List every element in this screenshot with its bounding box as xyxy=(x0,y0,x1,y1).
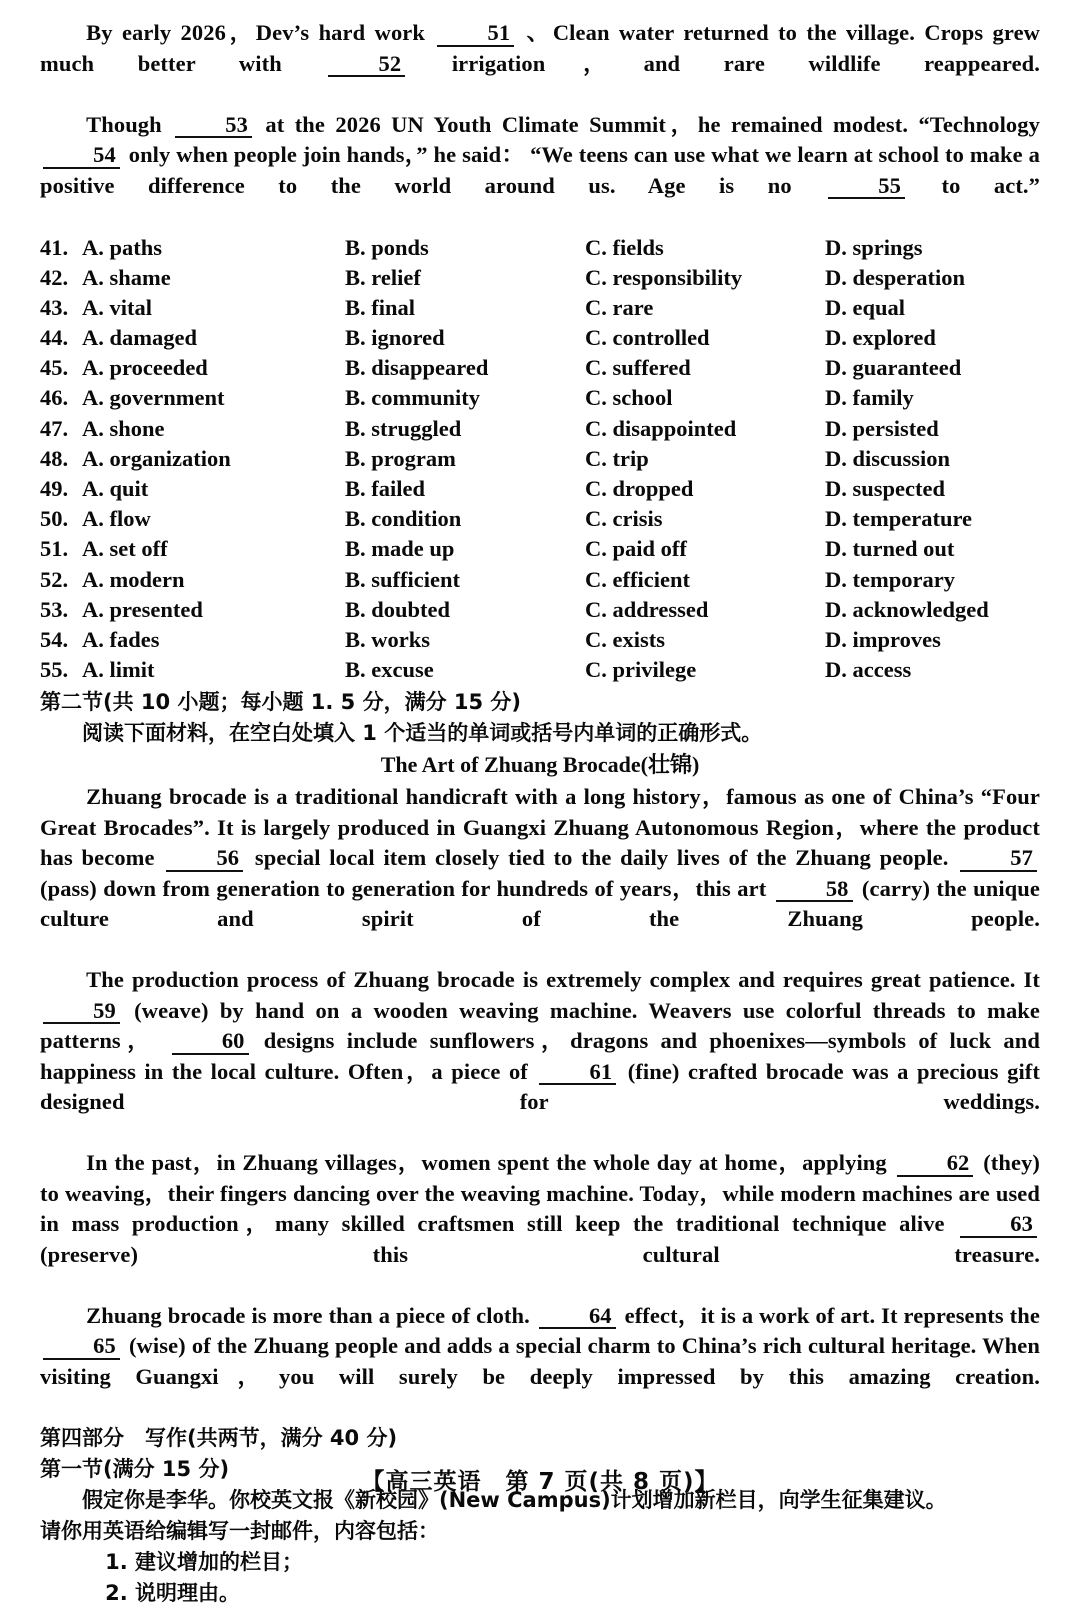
grammar-p3-text-a: In the past，in Zhuang villages，women spent the whole day at home，applying xyxy=(86,1150,887,1176)
option-b[interactable]: B. ponds xyxy=(345,234,429,260)
cloze-p2-text-b: at the 2026 UN Youth Climate Summit，he remained modest. “Technology xyxy=(265,111,1040,137)
option-number: 47. xyxy=(40,415,69,441)
option-c[interactable]: C. fields xyxy=(585,234,664,260)
part-four-subheading: 第一节(满分 15 分) xyxy=(40,1456,230,1481)
option-number: 55. xyxy=(40,657,69,683)
cloze-p1-text-b: 、Clean water returned to the village. Crops grew much better with xyxy=(40,20,1040,76)
option-b[interactable]: B. doubted xyxy=(345,596,451,622)
grammar-p1-text-c: (pass) down from generation to generation for hundreds of years，this art xyxy=(40,875,767,901)
option-d[interactable]: D. desperation xyxy=(825,264,965,290)
option-d[interactable]: D. suspected xyxy=(825,476,946,501)
grammar-p1-text-b: special local item closely tied to the daily lives of the Zhuang people. xyxy=(254,845,949,871)
blank-60: 60 xyxy=(172,1029,249,1055)
option-number: 53. xyxy=(40,596,69,622)
grammar-paragraph-1 xyxy=(40,782,1040,965)
option-a[interactable]: A. limit xyxy=(82,657,155,683)
grammar-p3-text-c: (preserve) this cultural treasure. xyxy=(40,1241,1040,1267)
option-row xyxy=(40,536,1040,566)
option-c[interactable]: C. exists xyxy=(585,626,665,652)
option-a[interactable]: A. shame xyxy=(82,264,171,290)
option-a[interactable]: A. shone xyxy=(82,415,165,441)
blank-55: 55 xyxy=(828,174,905,200)
option-a[interactable]: A. government xyxy=(82,385,225,411)
option-d[interactable]: D. family xyxy=(825,385,914,411)
cloze-options-list xyxy=(40,235,1040,688)
blank-52: 52 xyxy=(328,52,405,78)
option-number: 43. xyxy=(40,294,69,320)
option-a[interactable]: A. vital xyxy=(82,294,152,320)
option-row xyxy=(40,567,1040,597)
option-row xyxy=(40,446,1040,476)
option-c[interactable]: C. dropped xyxy=(585,476,694,501)
option-number: 50. xyxy=(40,506,69,532)
option-a[interactable]: A. organization xyxy=(82,445,231,471)
option-number: 46. xyxy=(40,385,69,411)
grammar-paragraph-2 xyxy=(40,965,1040,1148)
option-row xyxy=(40,506,1040,536)
option-a[interactable]: A. fades xyxy=(82,626,160,652)
option-number: 49. xyxy=(40,476,69,501)
blank-64: 64 xyxy=(539,1304,616,1330)
option-c[interactable]: C. trip xyxy=(585,445,649,471)
option-c[interactable]: C. rare xyxy=(585,294,654,320)
option-row xyxy=(40,627,1040,657)
blank-53: 53 xyxy=(175,113,252,139)
option-c[interactable]: C. crisis xyxy=(585,506,663,532)
option-d[interactable]: D. temporary xyxy=(825,566,955,592)
page-footer: 【高三英语 第 7 页(共 8 页)】 xyxy=(361,1469,719,1495)
option-d[interactable]: D. access xyxy=(825,657,912,683)
option-d[interactable]: D. springs xyxy=(825,234,923,260)
option-number: 44. xyxy=(40,325,69,351)
option-d[interactable]: D. equal xyxy=(825,294,906,320)
passage-title-cn: 壮锦 xyxy=(647,753,692,779)
option-number: 48. xyxy=(40,445,69,471)
option-c[interactable]: C. suffered xyxy=(585,355,691,381)
part-four-heading: 第四部分 写作(共两节，满分 40 分) xyxy=(40,1425,398,1450)
blank-56: 56 xyxy=(166,846,243,872)
option-b[interactable]: B. community xyxy=(345,385,480,411)
option-d[interactable]: D. guaranteed xyxy=(825,355,962,381)
option-a[interactable]: A. quit xyxy=(82,476,149,501)
cloze-p2-text-a: Though xyxy=(86,111,162,137)
option-d[interactable]: D. explored xyxy=(825,325,936,351)
option-d[interactable]: D. discussion xyxy=(825,445,951,471)
option-number: 41. xyxy=(40,234,69,260)
grammar-p2-text-c: designs include sunflowers，dragons and phoenixes—symbols of luck and happiness in the local culture. Often，a piece of xyxy=(40,1028,1040,1084)
option-b[interactable]: B. condition xyxy=(345,506,462,532)
blank-62: 62 xyxy=(897,1151,974,1177)
grammar-p2-text-d: (fine) crafted brocade was a precious gift designed for weddings. xyxy=(40,1058,1040,1115)
blank-65: 65 xyxy=(43,1334,120,1360)
option-c[interactable]: C. responsibility xyxy=(585,264,743,290)
option-number: 52. xyxy=(40,566,69,592)
option-row xyxy=(40,657,1040,687)
option-row xyxy=(40,355,1040,385)
writing-prompt-line-2: 请你用英语给编辑写一封邮件，内容包括： xyxy=(40,1518,439,1543)
option-b[interactable]: B. program xyxy=(345,445,456,471)
option-a[interactable]: A. paths xyxy=(82,234,163,260)
option-b[interactable]: B. disappeared xyxy=(345,355,489,381)
option-row xyxy=(40,265,1040,295)
option-c[interactable]: C. addressed xyxy=(585,596,709,622)
section-two-instruction: 阅读下面材料，在空白处填入 1 个适当的单词或括号内单词的正确形式。 xyxy=(82,721,763,746)
option-b[interactable]: B. final xyxy=(345,294,416,320)
option-row xyxy=(40,325,1040,355)
option-row xyxy=(40,295,1040,325)
cloze-paragraph-2 xyxy=(40,110,1040,232)
option-b[interactable]: B. excuse xyxy=(345,657,434,683)
option-d[interactable]: D. turned out xyxy=(825,536,955,562)
passage-title-close: ) xyxy=(691,752,700,778)
option-c[interactable]: C. controlled xyxy=(585,325,710,351)
option-number: 51. xyxy=(40,536,69,562)
option-d[interactable]: D. improves xyxy=(825,626,941,652)
option-b[interactable]: B. ignored xyxy=(345,325,445,351)
blank-58: 58 xyxy=(776,877,853,903)
option-number: 42. xyxy=(40,264,69,290)
option-b[interactable]: B. sufficient xyxy=(345,566,460,592)
blank-54: 54 xyxy=(43,143,120,169)
option-c[interactable]: C. privilege xyxy=(585,657,697,683)
option-number: 54. xyxy=(40,626,69,652)
option-row xyxy=(40,476,1040,506)
grammar-paragraph-4 xyxy=(40,1301,1040,1423)
option-a[interactable]: A. proceeded xyxy=(82,355,208,381)
blank-61: 61 xyxy=(539,1060,616,1086)
cloze-p2-text-d: to act.” xyxy=(941,172,1041,198)
option-b[interactable]: B. made up xyxy=(345,536,455,562)
option-b[interactable]: B. works xyxy=(345,626,431,652)
grammar-p1-text-a: Zhuang brocade is a traditional handicraft with a long history，famous as one of China’s “Four Great Brocades”. It is largely produced in Guangxi Zhuang Autonomous Region，where the product has become xyxy=(40,784,1040,871)
option-b[interactable]: B. relief xyxy=(345,264,421,290)
writing-prompt-line-1: 假定你是李华。你校英文报《新校园》(New Campus)计划增加新栏目，向学生征集建议。 xyxy=(82,1487,947,1512)
option-c[interactable]: C. disappointed xyxy=(585,415,737,441)
passage-title-en: The Art of Zhuang Brocade( xyxy=(380,752,648,778)
grammar-p1-text-d: (carry) the unique culture and spirit of the Zhuang people. xyxy=(40,875,1040,932)
grammar-paragraph-3 xyxy=(40,1148,1040,1301)
option-d[interactable]: D. persisted xyxy=(825,415,939,441)
option-row xyxy=(40,416,1040,446)
cloze-p1-text-c: irrigation，and rare wildlife reappeared. xyxy=(451,50,1040,76)
section-two-heading: 第二节(共 10 小题；每小题 1. 5 分，满分 15 分) xyxy=(40,690,522,715)
option-c[interactable]: C. efficient xyxy=(585,566,690,592)
option-b[interactable]: B. failed xyxy=(345,476,426,501)
blank-57: 57 xyxy=(960,846,1037,872)
blank-51: 51 xyxy=(437,21,514,47)
grammar-p3-text-b: (they) to weaving，their fingers dancing over the weaving machine. Today，while modern machines are used in mass production，many skilled craftsmen still keep the traditional technique alive xyxy=(40,1150,1041,1237)
option-d[interactable]: D. acknowledged xyxy=(825,596,989,622)
passage-title xyxy=(40,749,1040,782)
option-number: 45. xyxy=(40,355,69,381)
grammar-p4-text-b: effect，it is a work of art. It represents the xyxy=(624,1302,1040,1328)
option-a[interactable]: A. damaged xyxy=(82,325,198,351)
cloze-paragraph-1 xyxy=(40,18,1040,110)
blank-63: 63 xyxy=(960,1212,1037,1238)
option-a[interactable]: A. modern xyxy=(82,566,185,592)
option-row xyxy=(40,597,1040,627)
option-a[interactable]: A. presented xyxy=(82,596,203,622)
grammar-p4-text-a: Zhuang brocade is more than a piece of cloth. xyxy=(86,1302,530,1328)
writing-requirement-1: 1. 建议增加的栏目； xyxy=(105,1549,303,1574)
cloze-p2-text-c: only when people join hands，” he said： “We teens can use what we learn at school to make a positive difference to the world around us. Age is no xyxy=(40,142,1040,198)
option-a[interactable]: A. set off xyxy=(82,536,168,562)
option-c[interactable]: C. paid off xyxy=(585,536,687,562)
grammar-p2-text-b: (weave) by hand on a wooden weaving machine. Weavers use colorful threads to make patterns， xyxy=(40,997,1040,1054)
cloze-p1-text-a: By early 2026，Dev’s hard work xyxy=(86,20,425,45)
option-a[interactable]: A. flow xyxy=(82,506,151,532)
writing-requirement-2: 2. 说明理由。 xyxy=(105,1580,240,1605)
option-row xyxy=(40,235,1040,265)
option-row xyxy=(40,385,1040,415)
option-d[interactable]: D. temperature xyxy=(825,506,973,532)
blank-59: 59 xyxy=(43,999,120,1025)
grammar-p4-text-c: (wise) of the Zhuang people and adds a special charm to China’s rich cultural heritage. When visiting Guangxi，you will surely be deeply impressed by this amazing creation. xyxy=(40,1333,1040,1389)
option-c[interactable]: C. school xyxy=(585,385,673,411)
grammar-p2-text-a: The production process of Zhuang brocade is extremely complex and requires great patience. It xyxy=(86,967,1040,993)
option-b[interactable]: B. struggled xyxy=(345,415,462,441)
